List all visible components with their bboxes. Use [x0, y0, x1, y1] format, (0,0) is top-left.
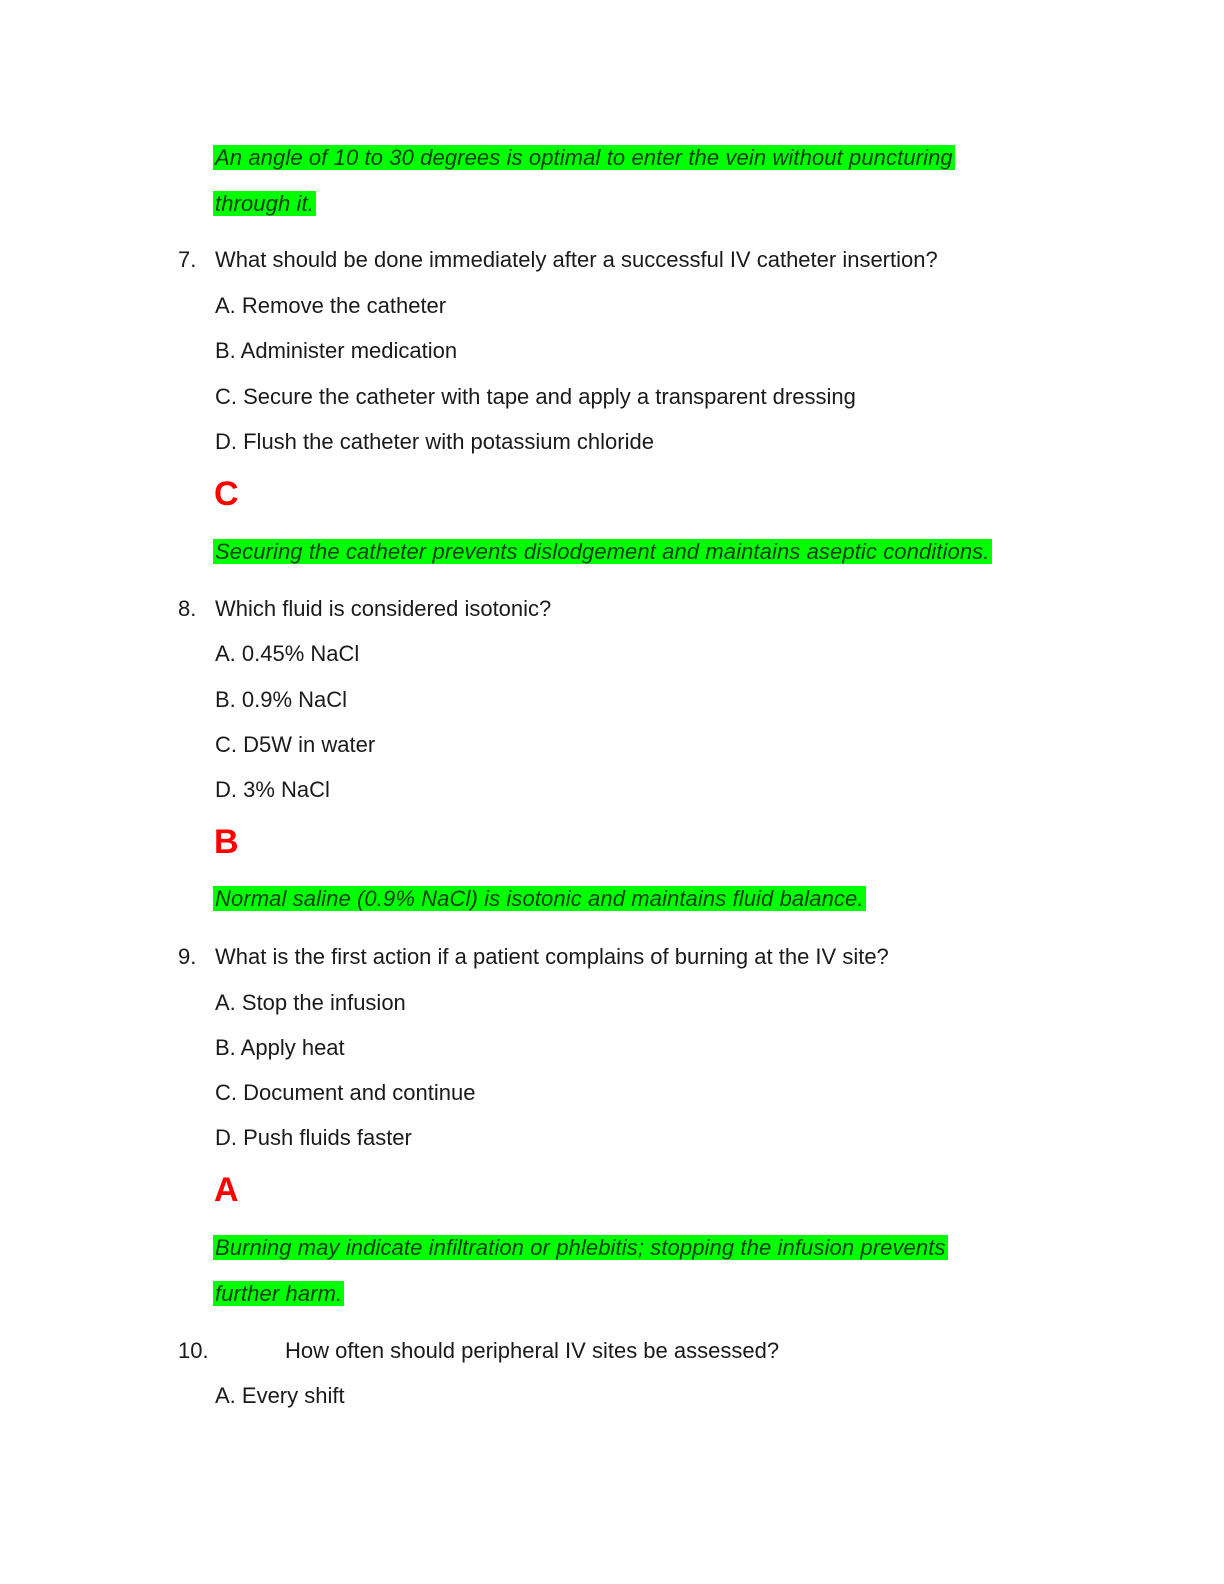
explanation-highlight: Burning may indicate infiltration or phlebitis; stopping the infusion prevents — [215, 1235, 946, 1260]
answer-option: B. Apply heat — [215, 1035, 345, 1060]
explanation-line — [213, 884, 866, 914]
answer-option: A. 0.45% NaCl — [215, 641, 360, 666]
explanation-line — [213, 537, 992, 567]
explanation-highlight: An angle of 10 to 30 degrees is optimal to enter the vein without puncturing — [215, 145, 953, 170]
answer-option: C. D5W in water — [215, 732, 376, 757]
correct-answer: A — [214, 1171, 239, 1209]
question-text: What should be done immediately after a successful IV catheter insertion? — [215, 247, 938, 272]
explanation-line — [213, 143, 955, 173]
question-text: Which fluid is considered isotonic? — [215, 596, 552, 621]
correct-answer: C — [214, 475, 239, 513]
answer-option: A. Remove the catheter — [215, 293, 447, 318]
answer-option: A. Every shift — [215, 1383, 345, 1408]
answer-option: D. Push fluids faster — [215, 1125, 412, 1150]
question-number: 7. — [178, 247, 197, 272]
explanation-line — [213, 189, 316, 219]
answer-option: D. Flush the catheter with potassium chloride — [215, 429, 654, 454]
explanation-highlight: Securing the catheter prevents dislodgement and maintains aseptic conditions. — [215, 539, 990, 564]
question-number: 9. — [178, 944, 197, 969]
answer-option: B. 0.9% NaCl — [215, 687, 348, 712]
explanation-highlight: through it. — [215, 191, 314, 216]
answer-option: B. Administer medication — [215, 338, 458, 363]
explanation-line — [213, 1279, 344, 1309]
explanation-line — [213, 1233, 948, 1263]
question-text: How often should peripheral IV sites be assessed? — [285, 1338, 780, 1363]
explanation-highlight: further harm. — [215, 1281, 343, 1306]
question-number: 10. — [178, 1338, 209, 1363]
question-text: What is the first action if a patient complains of burning at the IV site? — [215, 944, 889, 969]
correct-answer: B — [214, 823, 239, 861]
answer-option: C. Document and continue — [215, 1080, 476, 1105]
explanation-highlight: Normal saline (0.9% NaCl) is isotonic and maintains fluid balance. — [215, 886, 864, 911]
answer-option: C. Secure the catheter with tape and apply a transparent dressing — [215, 384, 856, 409]
answer-option: A. Stop the infusion — [215, 990, 406, 1015]
answer-option: D. 3% NaCl — [215, 777, 330, 802]
question-number: 8. — [178, 596, 197, 621]
